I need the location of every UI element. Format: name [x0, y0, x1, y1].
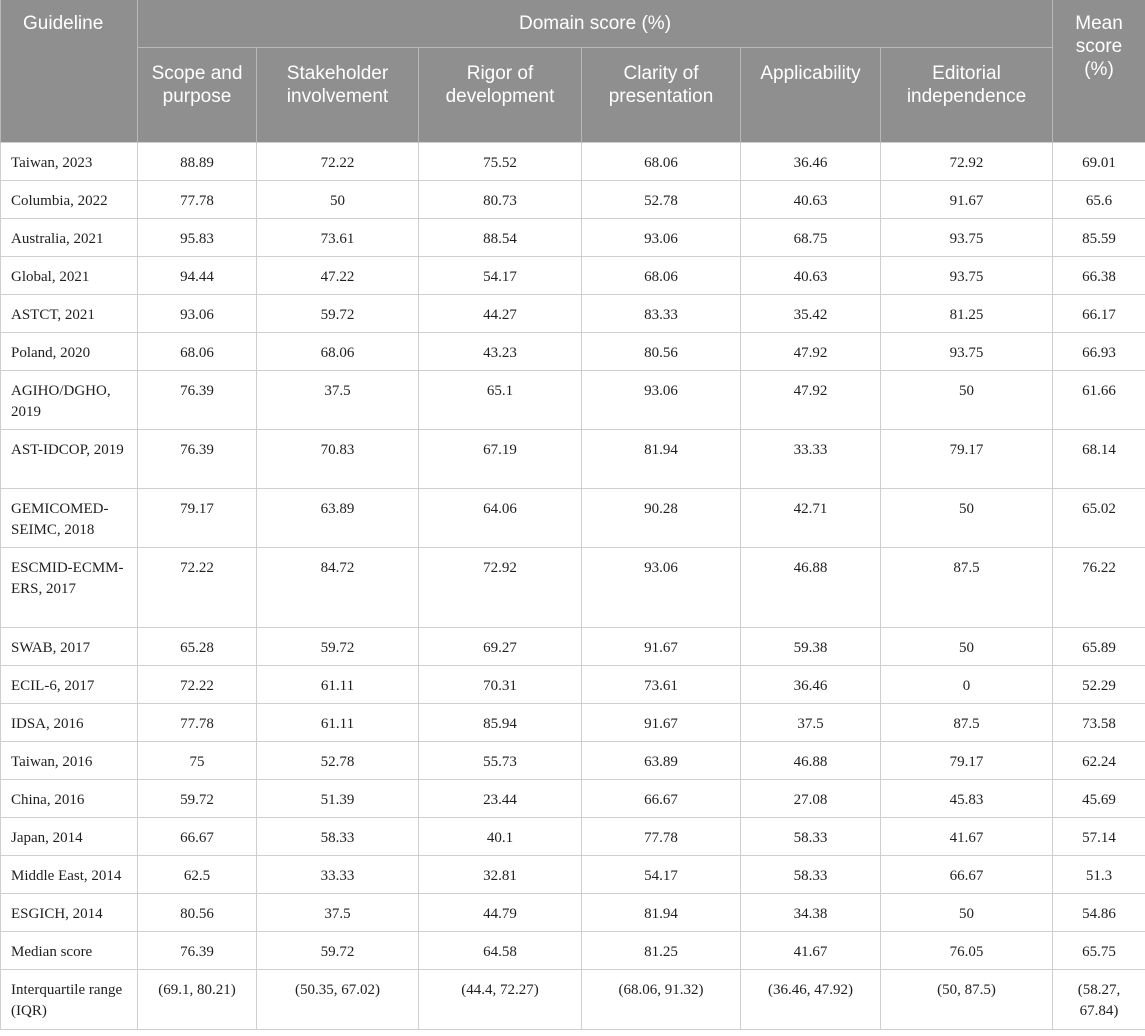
score-cell: 27.08 — [741, 779, 881, 817]
table-row — [1, 370, 1145, 429]
score-cell: 90.28 — [582, 488, 741, 547]
score-cell: 91.67 — [582, 703, 741, 741]
score-cell: (68.06, 91.32) — [582, 969, 741, 1029]
score-cell: 66.93 — [1053, 332, 1145, 370]
row-label: Columbia, 2022 — [1, 180, 138, 218]
score-cell: 69.27 — [419, 627, 582, 665]
table-row — [1, 294, 1145, 332]
score-cell: 91.67 — [881, 180, 1053, 218]
score-cell: 37.5 — [257, 370, 419, 429]
score-cell: 59.72 — [257, 294, 419, 332]
row-label: ASTCT, 2021 — [1, 294, 138, 332]
row-label: Middle East, 2014 — [1, 855, 138, 893]
score-cell: 54.17 — [582, 855, 741, 893]
table-row — [1, 855, 1145, 893]
score-cell: 77.78 — [138, 703, 257, 741]
score-cell: 65.6 — [1053, 180, 1145, 218]
score-cell: 68.14 — [1053, 429, 1145, 488]
score-cell: 72.22 — [257, 142, 419, 180]
score-cell: 81.94 — [582, 429, 741, 488]
score-cell: 54.86 — [1053, 893, 1145, 931]
score-cell: 65.75 — [1053, 931, 1145, 969]
score-cell: 40.63 — [741, 256, 881, 294]
score-cell: 75.52 — [419, 142, 582, 180]
score-cell: (50, 87.5) — [881, 969, 1053, 1029]
score-cell: 87.5 — [881, 547, 1053, 627]
score-cell: 93.06 — [582, 547, 741, 627]
score-cell: 68.75 — [741, 218, 881, 256]
score-cell: 79.17 — [881, 429, 1053, 488]
score-cell: 79.17 — [881, 741, 1053, 779]
row-label: Median score — [1, 931, 138, 969]
score-cell: 66.67 — [138, 817, 257, 855]
score-cell: 23.44 — [419, 779, 582, 817]
score-cell: 79.17 — [138, 488, 257, 547]
row-label: Poland, 2020 — [1, 332, 138, 370]
score-cell: 93.75 — [881, 256, 1053, 294]
row-label: Global, 2021 — [1, 256, 138, 294]
score-cell: 40.63 — [741, 180, 881, 218]
score-cell: 72.92 — [419, 547, 582, 627]
table-row — [1, 931, 1145, 969]
score-cell: 93.75 — [881, 332, 1053, 370]
score-cell: (36.46, 47.92) — [741, 969, 881, 1029]
score-cell: 81.94 — [582, 893, 741, 931]
score-cell: 65.1 — [419, 370, 582, 429]
table-row — [1, 547, 1145, 627]
row-label: Australia, 2021 — [1, 218, 138, 256]
score-cell: 45.69 — [1053, 779, 1145, 817]
table-row — [1, 817, 1145, 855]
score-cell: 51.39 — [257, 779, 419, 817]
score-cell: 50 — [257, 180, 419, 218]
score-cell: 76.39 — [138, 370, 257, 429]
score-cell: 77.78 — [582, 817, 741, 855]
score-cell: 76.39 — [138, 429, 257, 488]
header-clarity-of-presentation: Clarity of presentation — [582, 47, 741, 142]
score-cell: 52.29 — [1053, 665, 1145, 703]
score-cell: 41.67 — [881, 817, 1053, 855]
score-cell: 66.17 — [1053, 294, 1145, 332]
row-label: ESGICH, 2014 — [1, 893, 138, 931]
score-cell: 72.92 — [881, 142, 1053, 180]
score-cell: 62.5 — [138, 855, 257, 893]
score-cell: 62.24 — [1053, 741, 1145, 779]
score-cell: 65.28 — [138, 627, 257, 665]
table-row — [1, 429, 1145, 488]
score-cell: 50 — [881, 488, 1053, 547]
score-cell: 94.44 — [138, 256, 257, 294]
score-cell: (58.27, 67.84) — [1053, 969, 1145, 1029]
header-guideline: Guideline — [1, 0, 138, 142]
table-row — [1, 741, 1145, 779]
score-cell: 55.73 — [419, 741, 582, 779]
score-cell: 77.78 — [138, 180, 257, 218]
score-cell: 68.06 — [138, 332, 257, 370]
score-cell: 72.22 — [138, 665, 257, 703]
row-label: Taiwan, 2023 — [1, 142, 138, 180]
score-cell: 32.81 — [419, 855, 582, 893]
score-cell: 57.14 — [1053, 817, 1145, 855]
score-cell: 35.42 — [741, 294, 881, 332]
score-cell: 80.56 — [582, 332, 741, 370]
row-label: ECIL-6, 2017 — [1, 665, 138, 703]
score-cell: 65.02 — [1053, 488, 1145, 547]
score-cell: 51.3 — [1053, 855, 1145, 893]
score-cell: 52.78 — [257, 741, 419, 779]
row-label: GEMICOMED-SEIMC, 2018 — [1, 488, 138, 547]
score-cell: 59.72 — [257, 627, 419, 665]
score-cell: 52.78 — [582, 180, 741, 218]
score-cell: 58.33 — [741, 817, 881, 855]
header-editorial-independence: Editorial independence — [881, 47, 1053, 142]
header-domain-score: Domain score (%) — [138, 0, 1053, 47]
score-cell: 84.72 — [257, 547, 419, 627]
score-cell: (44.4, 72.27) — [419, 969, 582, 1029]
score-cell: 93.75 — [881, 218, 1053, 256]
row-label: Japan, 2014 — [1, 817, 138, 855]
score-cell: 61.11 — [257, 703, 419, 741]
score-cell: 46.88 — [741, 741, 881, 779]
score-cell: 87.5 — [881, 703, 1053, 741]
table-row — [1, 665, 1145, 703]
row-label: China, 2016 — [1, 779, 138, 817]
table-row — [1, 627, 1145, 665]
header-mean-score: Mean score (%) — [1053, 0, 1145, 142]
score-cell: 47.22 — [257, 256, 419, 294]
score-cell: 50 — [881, 370, 1053, 429]
score-cell: 58.33 — [741, 855, 881, 893]
score-cell: 59.38 — [741, 627, 881, 665]
score-cell: 63.89 — [257, 488, 419, 547]
score-cell: 61.66 — [1053, 370, 1145, 429]
table-body — [1, 142, 1145, 1029]
score-cell: 68.06 — [582, 142, 741, 180]
score-cell: 64.06 — [419, 488, 582, 547]
table-row — [1, 969, 1145, 1029]
score-cell: 44.79 — [419, 893, 582, 931]
score-cell: 0 — [881, 665, 1053, 703]
score-cell: 75 — [138, 741, 257, 779]
score-cell: 37.5 — [257, 893, 419, 931]
score-cell: 93.06 — [138, 294, 257, 332]
score-cell: 76.05 — [881, 931, 1053, 969]
score-cell: (69.1, 80.21) — [138, 969, 257, 1029]
score-cell: 36.46 — [741, 142, 881, 180]
score-cell: 70.31 — [419, 665, 582, 703]
score-cell: 91.67 — [582, 627, 741, 665]
score-cell: 76.39 — [138, 931, 257, 969]
score-cell: 67.19 — [419, 429, 582, 488]
score-cell: 68.06 — [257, 332, 419, 370]
row-label: AGIHO/DGHO, 2019 — [1, 370, 138, 429]
score-cell: 33.33 — [257, 855, 419, 893]
score-cell: 80.73 — [419, 180, 582, 218]
table-row — [1, 488, 1145, 547]
score-cell: 65.89 — [1053, 627, 1145, 665]
score-cell: 43.23 — [419, 332, 582, 370]
score-cell: 73.58 — [1053, 703, 1145, 741]
score-cell: 37.5 — [741, 703, 881, 741]
score-cell: 68.06 — [582, 256, 741, 294]
score-cell: (50.35, 67.02) — [257, 969, 419, 1029]
score-cell: 45.83 — [881, 779, 1053, 817]
score-cell: 93.06 — [582, 370, 741, 429]
header-scope-and-purpose: Scope and purpose — [138, 47, 257, 142]
table-row — [1, 142, 1145, 180]
table-row — [1, 779, 1145, 817]
score-cell: 73.61 — [582, 665, 741, 703]
score-cell: 66.67 — [582, 779, 741, 817]
score-cell: 44.27 — [419, 294, 582, 332]
score-cell: 54.17 — [419, 256, 582, 294]
row-label: Taiwan, 2016 — [1, 741, 138, 779]
score-cell: 73.61 — [257, 218, 419, 256]
score-cell: 66.67 — [881, 855, 1053, 893]
table-row — [1, 332, 1145, 370]
score-cell: 58.33 — [257, 817, 419, 855]
score-cell: 72.22 — [138, 547, 257, 627]
score-cell: 41.67 — [741, 931, 881, 969]
header-rigor-of-development: Rigor of development — [419, 47, 582, 142]
score-cell: 50 — [881, 893, 1053, 931]
score-cell: 36.46 — [741, 665, 881, 703]
score-cell: 40.1 — [419, 817, 582, 855]
score-cell: 64.58 — [419, 931, 582, 969]
score-cell: 83.33 — [582, 294, 741, 332]
score-cell: 85.94 — [419, 703, 582, 741]
score-cell: 47.92 — [741, 370, 881, 429]
score-cell: 34.38 — [741, 893, 881, 931]
table-row — [1, 703, 1145, 741]
score-cell: 59.72 — [138, 779, 257, 817]
score-cell: 80.56 — [138, 893, 257, 931]
score-cell: 61.11 — [257, 665, 419, 703]
score-cell: 66.38 — [1053, 256, 1145, 294]
score-cell: 88.54 — [419, 218, 582, 256]
score-cell: 47.92 — [741, 332, 881, 370]
score-cell: 33.33 — [741, 429, 881, 488]
score-cell: 95.83 — [138, 218, 257, 256]
score-cell: 42.71 — [741, 488, 881, 547]
score-cell: 46.88 — [741, 547, 881, 627]
score-cell: 59.72 — [257, 931, 419, 969]
table-row — [1, 893, 1145, 931]
header-applicability: Applicability — [741, 47, 881, 142]
score-cell: 88.89 — [138, 142, 257, 180]
score-cell: 93.06 — [582, 218, 741, 256]
score-cell: 76.22 — [1053, 547, 1145, 627]
score-cell: 69.01 — [1053, 142, 1145, 180]
score-cell: 81.25 — [582, 931, 741, 969]
row-label: IDSA, 2016 — [1, 703, 138, 741]
score-cell: 85.59 — [1053, 218, 1145, 256]
table-row — [1, 218, 1145, 256]
header-stakeholder-involvement: Stakeholder involvement — [257, 47, 419, 142]
score-cell: 63.89 — [582, 741, 741, 779]
row-label: SWAB, 2017 — [1, 627, 138, 665]
row-label: Interquartile range (IQR) — [1, 969, 138, 1029]
score-cell: 50 — [881, 627, 1053, 665]
row-label: AST-IDCOP, 2019 — [1, 429, 138, 488]
row-label: ESCMID-ECMM-ERS, 2017 — [1, 547, 138, 627]
table-row — [1, 180, 1145, 218]
table-row — [1, 256, 1145, 294]
score-cell: 81.25 — [881, 294, 1053, 332]
score-cell: 70.83 — [257, 429, 419, 488]
